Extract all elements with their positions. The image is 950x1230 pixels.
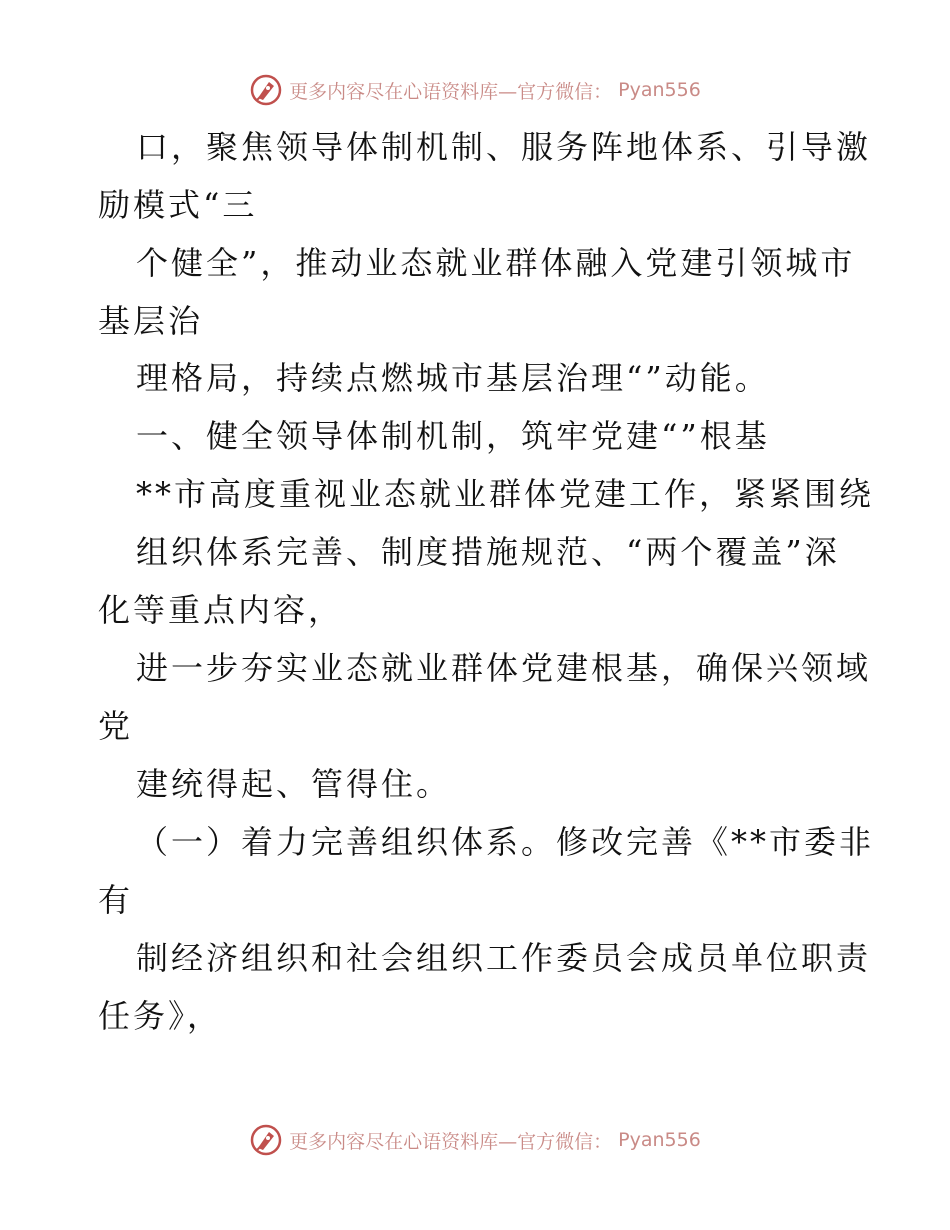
watermark-text: 更多内容尽在心语资料库—官方微信： [289,80,613,103]
header-watermark [0,70,950,110]
text-line: 口，聚焦领导体制机制、服务阵地体系、引导激 [136,128,872,166]
text-line: 个健全”，推动业态就业群体融入党建引领城市 [136,244,856,282]
text-line: 党 [98,707,134,745]
text-line: 理格局，持续点燃城市基层治理“”动能。 [136,359,770,397]
text-line: 励模式“三 [98,186,258,224]
text-line: 建统得起、管得住。 [136,765,452,803]
text-line: 化等重点内容， [98,591,344,629]
watermark-account: Pyan556 [618,79,701,101]
text-line: 制经济组织和社会组织工作委员会成员单位职责 [136,939,872,977]
section-heading: 一、健全领导体制机制，筑牢党建“”根基 [136,417,770,455]
text-line: **市高度重视业态就业群体党建工作，紧紧围绕 [136,475,875,513]
footer-watermark [0,1120,950,1160]
watermark-text: 更多内容尽在心语资料库—官方微信： [289,1130,613,1153]
pen-nib-icon [249,1123,283,1157]
text-line: 基层治 [98,302,204,340]
text-line: 有 [98,881,134,919]
text-line: 任务》， [98,997,223,1035]
text-line: 进一步夯实业态就业群体党建根基，确保兴领域 [136,649,872,687]
watermark-account: Pyan556 [618,1129,701,1151]
pen-nib-icon [249,73,283,107]
subsection-heading: （一）着力完善组织体系。修改完善《**市委非 [136,823,875,861]
text-line: 组织体系完善、制度措施规范、“两个覆盖”深 [136,533,840,571]
